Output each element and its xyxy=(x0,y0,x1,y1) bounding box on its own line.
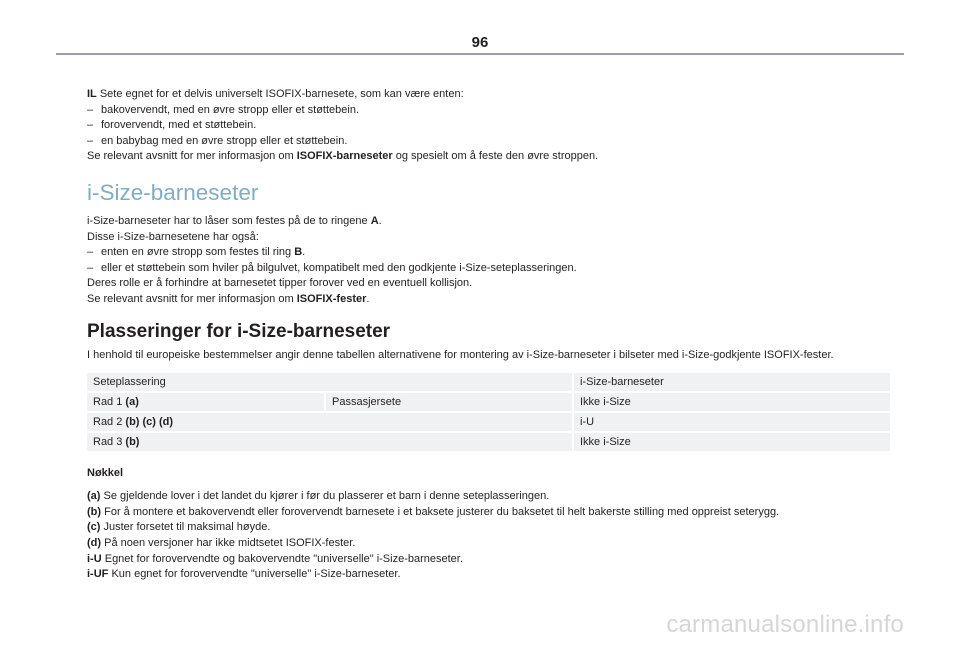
table-cell: Rad 1 (a) xyxy=(87,393,324,411)
il-reference: Se relevant avsnitt for mer informasjon om ISOFIX-barneseter og spesielt om å feste den øvre stroppen. xyxy=(87,150,599,163)
page-number: 96 xyxy=(471,34,489,51)
key-heading: Nøkkel xyxy=(87,467,124,480)
il-option: – bakovervendt, med en øvre stropp eller et støttebein. xyxy=(87,103,360,116)
placement-intro: I henhold til europeiske bestemmelser angir denne tabellen alternativene for montering av i-Size-barneseter i bilseter med i-Size-godkjente ISOFIX-fester. xyxy=(87,348,834,361)
table-cell: Passasjersete xyxy=(324,393,572,411)
isize-placement-table xyxy=(87,371,890,453)
header-divider xyxy=(56,53,904,55)
isize-reference: Se relevant avsnitt for mer informasjon om ISOFIX-fester. xyxy=(87,292,370,305)
key-item: (a) Se gjeldende lover i det landet du kjører i før du plasserer et barn i denne seteplasseringen. xyxy=(87,490,550,503)
il-option: – en babybag med en øvre stropp eller et støttebein. xyxy=(87,134,348,147)
isize-paragraph: i-Size-barneseter har to låser som festes på de to ringene A. xyxy=(87,214,382,227)
table-header-cell: i-Size-barneseter xyxy=(572,373,890,391)
key-item: (c) Juster forsetet til maksimal høyde. xyxy=(87,521,271,534)
table-cell: Rad 3 (b) xyxy=(87,433,572,451)
key-item: i-UF Kun egnet for forovervendte "universelle" i-Size-barneseter. xyxy=(87,568,401,581)
table-row xyxy=(87,393,890,411)
table-cell: Rad 2 (b) (c) (d) xyxy=(87,413,572,431)
il-option: – forovervendt, med et støttebein. xyxy=(87,119,257,132)
table-header-cell: Seteplassering xyxy=(87,373,572,391)
table-cell: Ikke i-Size xyxy=(572,393,890,411)
page-content xyxy=(87,87,907,583)
table-row xyxy=(87,413,890,431)
watermark: carmanualsonline.info xyxy=(666,611,904,638)
key-item: (b) For å montere et bakovervendt eller forovervendt barnesete i et baksete justerer du baksetet til helt bakerste stilling med oppreist seterygg. xyxy=(87,505,780,518)
isofix-anchors-link[interactable]: ISOFIX-fester xyxy=(296,292,367,305)
table-cell: Ikke i-Size xyxy=(572,433,890,451)
key-item: (d) På noen versjoner har ikke midtsetet ISOFIX-fester. xyxy=(87,536,356,549)
placement-section-title: Plasseringer for i-Size-barneseter xyxy=(87,320,391,342)
isize-section-title: i-Size-barneseter xyxy=(87,179,259,205)
isofix-seats-link[interactable]: ISOFIX-barneseter xyxy=(296,150,393,163)
isize-paragraph: Deres rolle er å forhindre at barnesetet tipper forover ved en eventuell kollisjon. xyxy=(87,277,473,290)
key-item: i-U Egnet for forovervendte og bakovervendte "universelle" i-Size-barneseter. xyxy=(87,552,463,565)
table-header-row xyxy=(87,373,890,391)
isize-bullet: – enten en øvre stropp som festes til ring B. xyxy=(87,246,306,259)
isize-paragraph: Disse i-Size-barnesetene har også: xyxy=(87,230,259,243)
isize-bullet: – eller et støttebein som hviler på bilgulvet, kompatibelt med den godkjente i-Size-seteplasseringen. xyxy=(87,261,577,274)
il-definition: IL Sete egnet for et delvis universelt ISOFIX-barnesete, som kan være enten: xyxy=(87,88,464,100)
table-cell: i-U xyxy=(572,413,890,431)
table-row xyxy=(87,433,890,451)
il-label: IL xyxy=(87,88,97,100)
key-list xyxy=(87,489,907,583)
